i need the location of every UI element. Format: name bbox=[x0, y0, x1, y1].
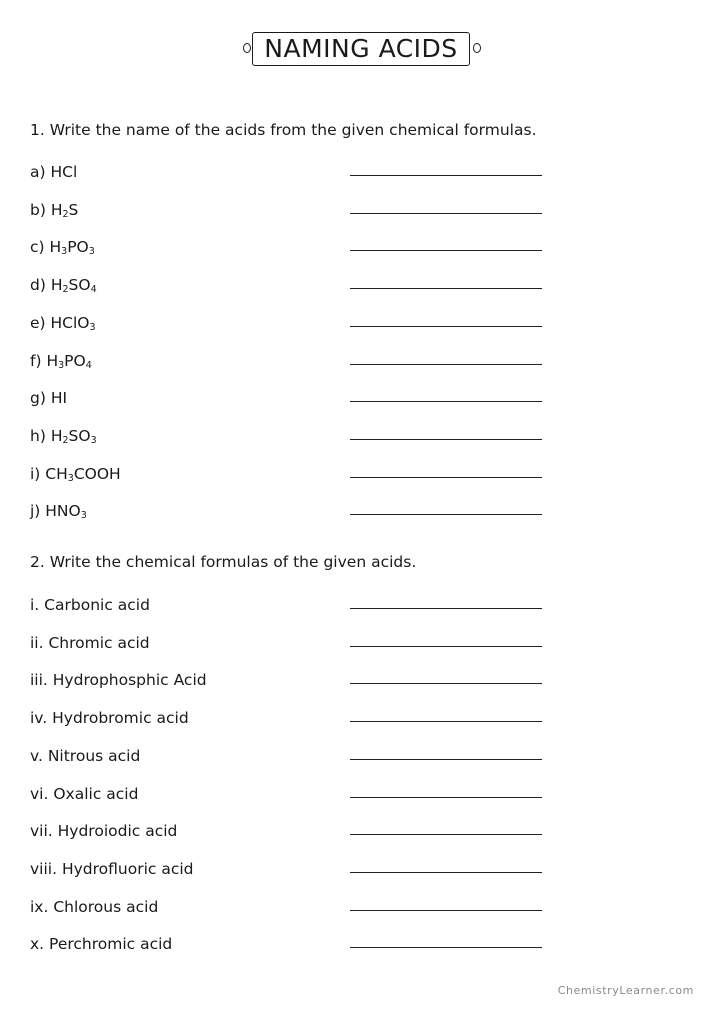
formula-subscript: 3 bbox=[61, 246, 68, 258]
item-label bbox=[30, 897, 158, 917]
item-label bbox=[30, 633, 150, 653]
item-text: Chlorous acid bbox=[53, 897, 159, 916]
item-text: SO bbox=[68, 276, 91, 295]
list-item bbox=[30, 313, 550, 333]
list-item bbox=[30, 200, 550, 220]
item-text: Hydrophosphic Acid bbox=[52, 671, 207, 690]
item-text: HI bbox=[50, 389, 68, 408]
item-text: COOH bbox=[73, 464, 121, 483]
item-text: Oxalic acid bbox=[53, 784, 139, 803]
item-text: H bbox=[46, 351, 59, 370]
footer-brand: ChemistryLearner.com bbox=[557, 984, 694, 997]
answer-blank[interactable] bbox=[350, 326, 542, 327]
formula-subscript: 3 bbox=[58, 359, 65, 371]
answer-blank[interactable] bbox=[350, 646, 542, 647]
item-prefix: iii. bbox=[30, 671, 53, 690]
item-prefix: x. bbox=[30, 935, 50, 954]
item-label bbox=[30, 595, 150, 615]
item-prefix: f) bbox=[30, 351, 47, 370]
item-prefix: viii. bbox=[30, 859, 62, 878]
item-text: PO bbox=[67, 238, 89, 257]
item-prefix: v. bbox=[30, 746, 48, 765]
item-label bbox=[30, 708, 189, 728]
item-label bbox=[30, 784, 138, 804]
formula-subscript: 3 bbox=[67, 472, 74, 484]
item-prefix: h) bbox=[30, 426, 51, 445]
answer-blank[interactable] bbox=[350, 288, 542, 289]
item-text: CH bbox=[45, 464, 68, 483]
item-text: H bbox=[50, 276, 63, 295]
list-item bbox=[30, 351, 550, 371]
section-2-heading: 2. Write the chemical formulas of the given acids. bbox=[30, 553, 417, 571]
item-label bbox=[30, 351, 92, 371]
item-text: Hydrofluoric acid bbox=[61, 859, 194, 878]
item-prefix: iv. bbox=[30, 709, 53, 728]
answer-blank[interactable] bbox=[350, 834, 542, 835]
page-title: NAMING ACIDS bbox=[264, 34, 458, 63]
item-text: H bbox=[50, 200, 63, 219]
item-text: HClO bbox=[50, 313, 90, 332]
item-label bbox=[30, 670, 207, 690]
item-text: H bbox=[50, 426, 63, 445]
item-prefix: ix. bbox=[30, 897, 54, 916]
item-prefix: d) bbox=[30, 276, 51, 295]
answer-blank[interactable] bbox=[350, 364, 542, 365]
item-label bbox=[30, 934, 172, 954]
formula-subscript: 3 bbox=[80, 510, 87, 522]
item-label bbox=[30, 859, 194, 879]
list-item bbox=[30, 162, 550, 182]
list-item bbox=[30, 708, 550, 728]
item-text: HCl bbox=[50, 163, 78, 181]
answer-blank[interactable] bbox=[350, 608, 542, 609]
answer-blank[interactable] bbox=[350, 250, 542, 251]
item-text: Hydroiodic acid bbox=[57, 822, 178, 841]
item-text: H bbox=[49, 238, 62, 257]
item-label bbox=[30, 388, 67, 408]
item-text: S bbox=[68, 200, 79, 219]
item-prefix: j) bbox=[30, 502, 46, 521]
item-label bbox=[30, 426, 97, 446]
item-prefix: a) bbox=[30, 163, 51, 181]
item-prefix: i. bbox=[30, 596, 45, 614]
item-label bbox=[30, 313, 96, 333]
answer-blank[interactable] bbox=[350, 683, 542, 684]
list-item bbox=[30, 501, 550, 521]
list-item bbox=[30, 237, 550, 257]
item-text: HNO bbox=[45, 502, 81, 521]
item-label bbox=[30, 200, 78, 220]
item-text: Nitrous acid bbox=[47, 746, 141, 765]
item-label bbox=[30, 275, 97, 295]
item-label bbox=[30, 501, 87, 521]
formula-subscript: 2 bbox=[62, 434, 69, 446]
item-prefix: g) bbox=[30, 389, 51, 408]
answer-blank[interactable] bbox=[350, 759, 542, 760]
list-item bbox=[30, 934, 550, 954]
item-prefix: b) bbox=[30, 200, 51, 219]
list-item bbox=[30, 859, 550, 879]
item-label bbox=[30, 464, 121, 484]
list-item bbox=[30, 746, 550, 766]
answer-blank[interactable] bbox=[350, 872, 542, 873]
formula-subscript: 3 bbox=[89, 321, 96, 333]
item-prefix: i) bbox=[30, 464, 46, 483]
list-item bbox=[30, 821, 550, 841]
answer-blank[interactable] bbox=[350, 910, 542, 911]
item-label bbox=[30, 821, 177, 841]
list-item bbox=[30, 595, 550, 615]
list-item bbox=[30, 426, 550, 446]
item-prefix: vii. bbox=[30, 822, 58, 841]
answer-blank[interactable] bbox=[350, 477, 542, 478]
banner-right-cap bbox=[473, 43, 481, 53]
item-prefix: e) bbox=[30, 313, 51, 332]
list-item bbox=[30, 670, 550, 690]
answer-blank[interactable] bbox=[350, 514, 542, 515]
answer-blank[interactable] bbox=[350, 721, 542, 722]
item-text: Perchromic acid bbox=[49, 935, 173, 954]
banner-left-cap bbox=[243, 43, 251, 53]
item-text: Carbonic acid bbox=[44, 596, 150, 614]
item-label bbox=[30, 746, 140, 766]
list-item bbox=[30, 633, 550, 653]
formula-subscript: 2 bbox=[62, 284, 69, 296]
item-label bbox=[30, 162, 77, 182]
answer-blank[interactable] bbox=[350, 439, 542, 440]
item-text: Hydrobromic acid bbox=[52, 709, 189, 728]
item-text: Chromic acid bbox=[48, 633, 150, 652]
title-banner bbox=[242, 30, 482, 70]
list-item bbox=[30, 784, 550, 804]
item-prefix: vi. bbox=[30, 784, 54, 803]
item-text: PO bbox=[64, 351, 86, 370]
formula-subscript: 3 bbox=[90, 434, 97, 446]
answer-blank[interactable] bbox=[350, 947, 542, 948]
formula-subscript: 4 bbox=[85, 359, 92, 371]
item-prefix: c) bbox=[30, 238, 50, 257]
formula-subscript: 2 bbox=[62, 208, 69, 220]
list-item bbox=[30, 897, 550, 917]
list-item bbox=[30, 464, 550, 484]
item-label bbox=[30, 237, 95, 257]
answer-blank[interactable] bbox=[350, 401, 542, 402]
list-item bbox=[30, 275, 550, 295]
item-prefix: ii. bbox=[30, 633, 49, 652]
section-1-heading: 1. Write the name of the acids from the given chemical formulas. bbox=[30, 121, 537, 139]
formula-subscript: 3 bbox=[88, 246, 95, 258]
answer-blank[interactable] bbox=[350, 213, 542, 214]
formula-subscript: 4 bbox=[90, 284, 97, 296]
answer-blank[interactable] bbox=[350, 175, 542, 176]
item-text: SO bbox=[68, 426, 91, 445]
answer-blank[interactable] bbox=[350, 797, 542, 798]
list-item bbox=[30, 388, 550, 408]
